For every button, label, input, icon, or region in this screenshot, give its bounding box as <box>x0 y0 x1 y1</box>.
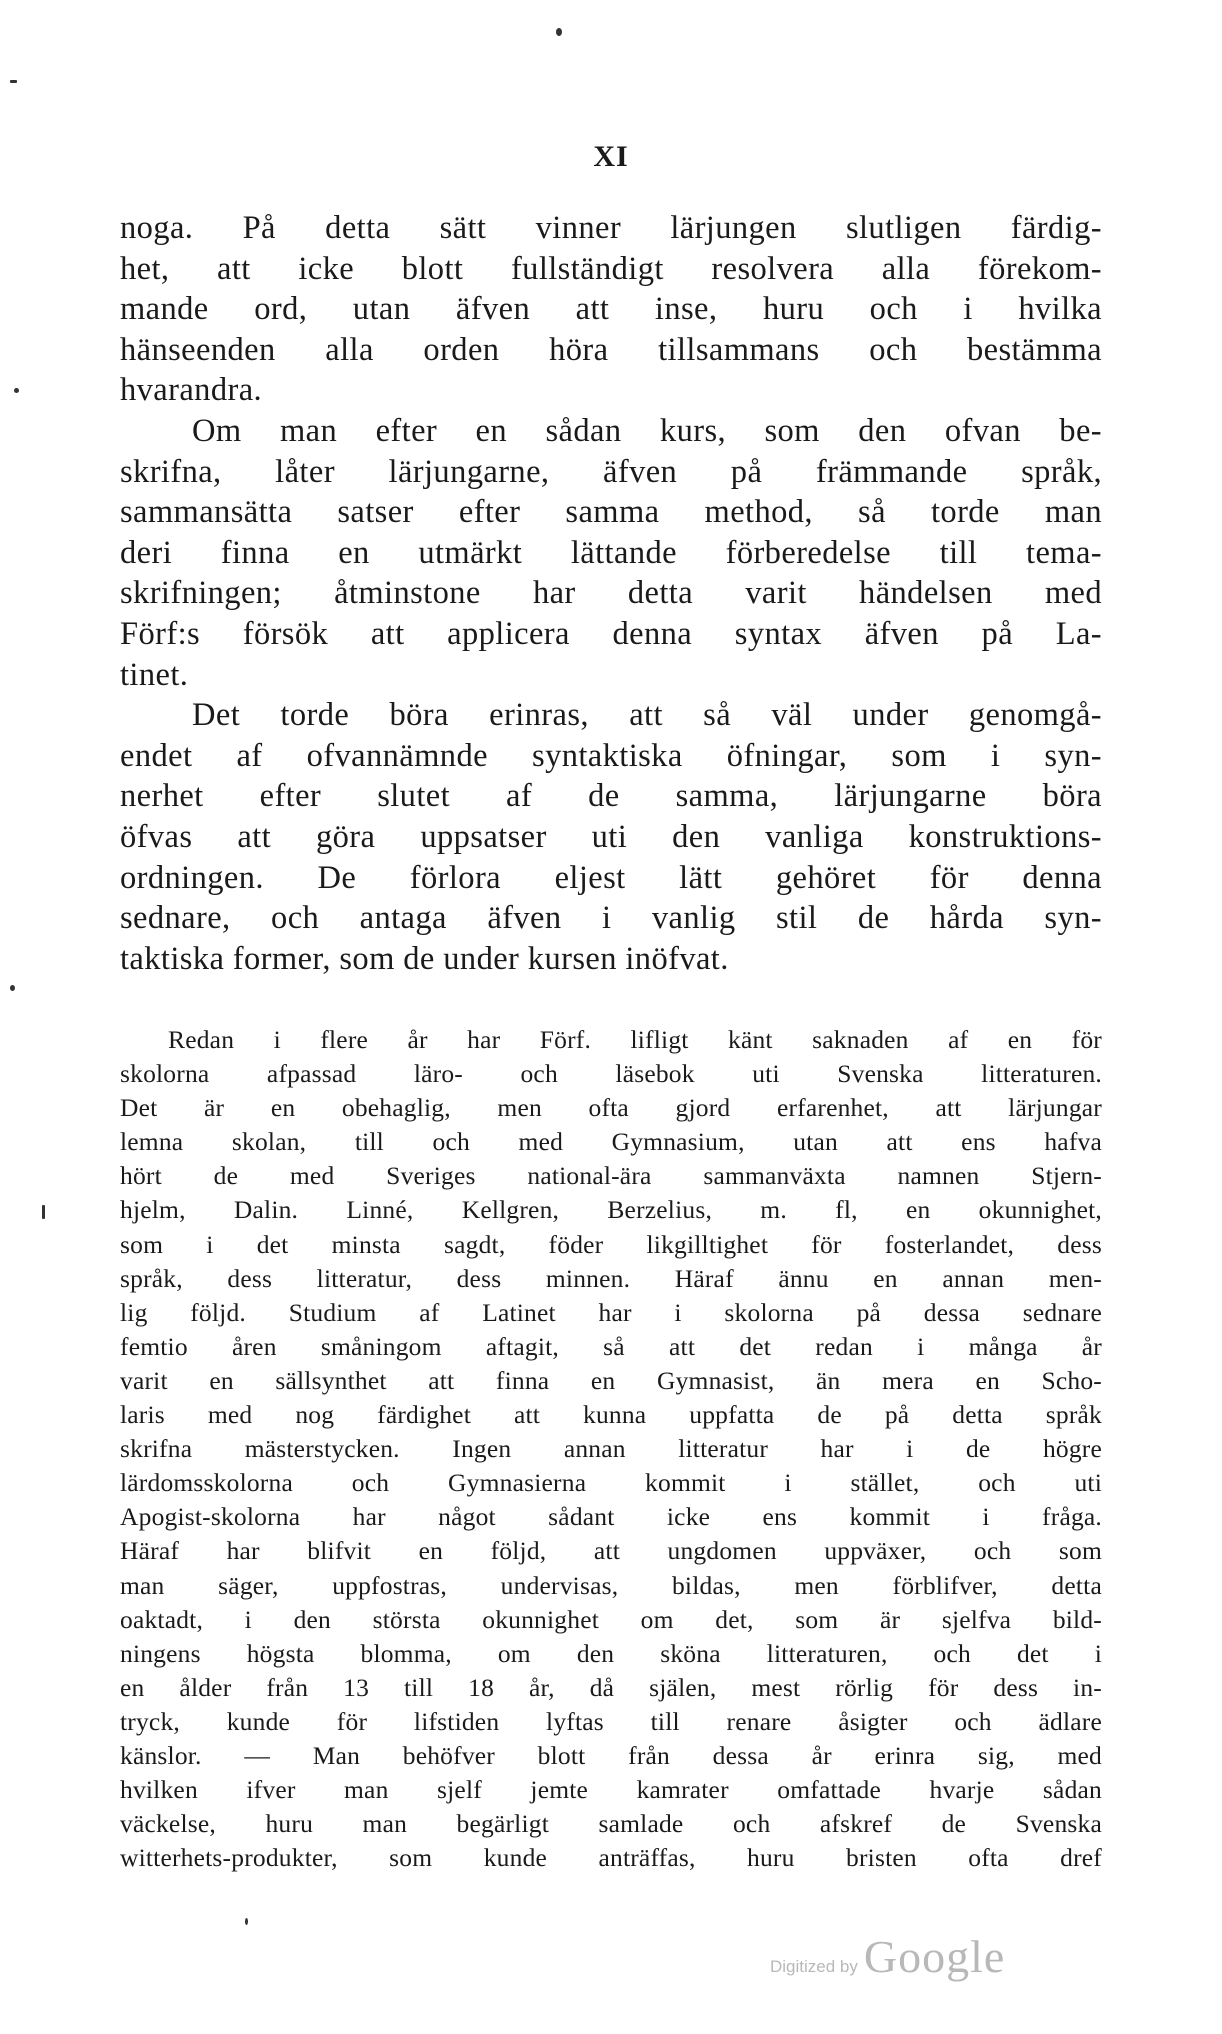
footnote-line: laris med nog färdighet att kunna uppfatta de på detta språk <box>120 1400 1102 1430</box>
text-line: endet af ofvannämnde syntaktiska öfningar, som i syn- <box>120 737 1102 774</box>
text-line: deri finna en utmärkt lättande förberedelse till tema- <box>120 534 1102 571</box>
footnote-line: oaktadt, i den största okunnighet om det, som är sjelfva bild- <box>120 1604 1102 1634</box>
text-line: Förf:s försök att applicera denna syntax äfven på La- <box>120 615 1102 652</box>
scan-speck <box>10 985 15 991</box>
watermark-prefix: Digitized by <box>770 1957 858 1976</box>
scan-speck <box>10 80 17 83</box>
text-line: sednare, och antaga äfven i vanlig stil de hårda syn- <box>120 900 1102 937</box>
footnote-line: som i det minsta sagdt, föder likgilltighet för fosterlandet, dess <box>120 1229 1102 1259</box>
footnote-line: man säger, uppfostras, undervisas, bildas, men förblifver, detta <box>120 1570 1102 1600</box>
page-number: XI <box>593 140 629 173</box>
scan-speck <box>245 1918 248 1925</box>
text-line: skrifna, låter lärjungarne, äfven på främmande språk, <box>120 453 1102 490</box>
text-line: nerhet efter slutet af de samma, lärjungarne böra <box>120 778 1102 815</box>
text-line: noga. På detta sätt vinner lärjungen slutligen färdig- <box>120 210 1102 246</box>
footnote-line: hört de med Sveriges national-ära sammanväxta namnen Stjern- <box>120 1161 1102 1191</box>
footnote-line: Häraf har blifvit en följd, att ungdomen uppväxer, och som <box>120 1536 1102 1566</box>
text-line: taktiska former, som de under kursen inöfvat. <box>120 940 729 977</box>
text-line: sammansätta satser efter samma method, så torde man <box>120 494 1102 531</box>
footnote-line: lig följd. Studium af Latinet har i skolorna på dessa sednare <box>120 1297 1102 1327</box>
scan-speck <box>556 28 562 36</box>
footnote-line: Apogist-skolorna har något sådant icke ens kommit i fråga. <box>120 1502 1102 1532</box>
footnote-line: ningens högsta blomma, om den sköna litteraturen, och det i <box>120 1638 1102 1668</box>
footnote-line: känslor. — Man behöfver blott från dessa år erinra sig, med <box>120 1740 1102 1770</box>
footnote-line: tryck, kunde för lifstiden lyftas till renare åsigter och ädlare <box>120 1706 1102 1736</box>
footnote-line: femtio åren småningom aftagit, så att det redan i många år <box>120 1331 1102 1361</box>
footnote <box>120 1023 1102 1875</box>
footnote-line: hvilken ifver man sjelf jemte kamrater omfattade hvarje sådan <box>120 1775 1102 1805</box>
footnote-line: hjelm, Dalin. Linné, Kellgren, Berzelius, m. fl, en okunnighet, <box>120 1195 1102 1225</box>
text-line: skrifningen; åtminstone har detta varit händelsen med <box>120 575 1102 612</box>
footnote-line: Redan i flere år har Förf. lifligt känt saknaden af en för <box>168 1025 1102 1054</box>
footnote-line: witterhets-produkter, som kunde anträffas, huru bristen ofta dref <box>120 1843 1102 1873</box>
text-line: Om man efter en sådan kurs, som den ofvan be- <box>192 412 1102 449</box>
footnote-line: Det är en obehaglig, men ofta gjord erfarenhet, att lärjungar <box>120 1093 1102 1123</box>
digitized-by-google-watermark <box>770 1930 1005 1983</box>
footnote-line: skrifna mästerstycken. Ingen annan litteratur har i de högre <box>120 1434 1102 1464</box>
text-line: het, att icke blott fullständigt resolvera alla förekom- <box>120 250 1102 287</box>
paragraph <box>120 411 1102 695</box>
scan-speck <box>42 1205 45 1219</box>
text-line: Det torde böra erinras, att så väl under genomgå- <box>192 697 1102 734</box>
text-line: ordningen. De förlora eljest lätt gehöret för denna <box>120 859 1102 896</box>
body-text <box>120 208 1102 979</box>
paragraph <box>120 695 1102 979</box>
footnote-line: väckelse, huru man begärligt samlade och afskref de Svenska <box>120 1809 1102 1839</box>
footnote-line: lemna skolan, till och med Gymnasium, utan att ens hafva <box>120 1127 1102 1157</box>
text-line: tinet. <box>120 656 189 693</box>
footnote-line: varit en sällsynthet att finna en Gymnasist, än mera en Scho- <box>120 1365 1102 1395</box>
footnote-line: skolorna afpassad läro- och läsebok uti Svenska litteraturen. <box>120 1059 1102 1089</box>
footnote-line: en ålder från 13 till 18 år, då själen, mest rörlig för dess in- <box>120 1672 1102 1702</box>
scan-speck <box>14 388 19 393</box>
text-line: mande ord, utan äfven att inse, huru och i hvilka <box>120 291 1102 328</box>
text-line: hänseenden alla orden höra tillsammans och bestämma <box>120 331 1102 368</box>
google-logo: Google <box>863 1931 1006 1982</box>
paragraph <box>120 208 1102 411</box>
text-line: öfvas att göra uppsatser uti den vanliga konstruktions- <box>120 818 1102 855</box>
footnote-line: språk, dess litteratur, dess minnen. Häraf ännu en annan men- <box>120 1263 1102 1293</box>
text-line: hvarandra. <box>120 372 263 409</box>
footnote-line: lärdomsskolorna och Gymnasierna kommit i stället, och uti <box>120 1468 1102 1498</box>
